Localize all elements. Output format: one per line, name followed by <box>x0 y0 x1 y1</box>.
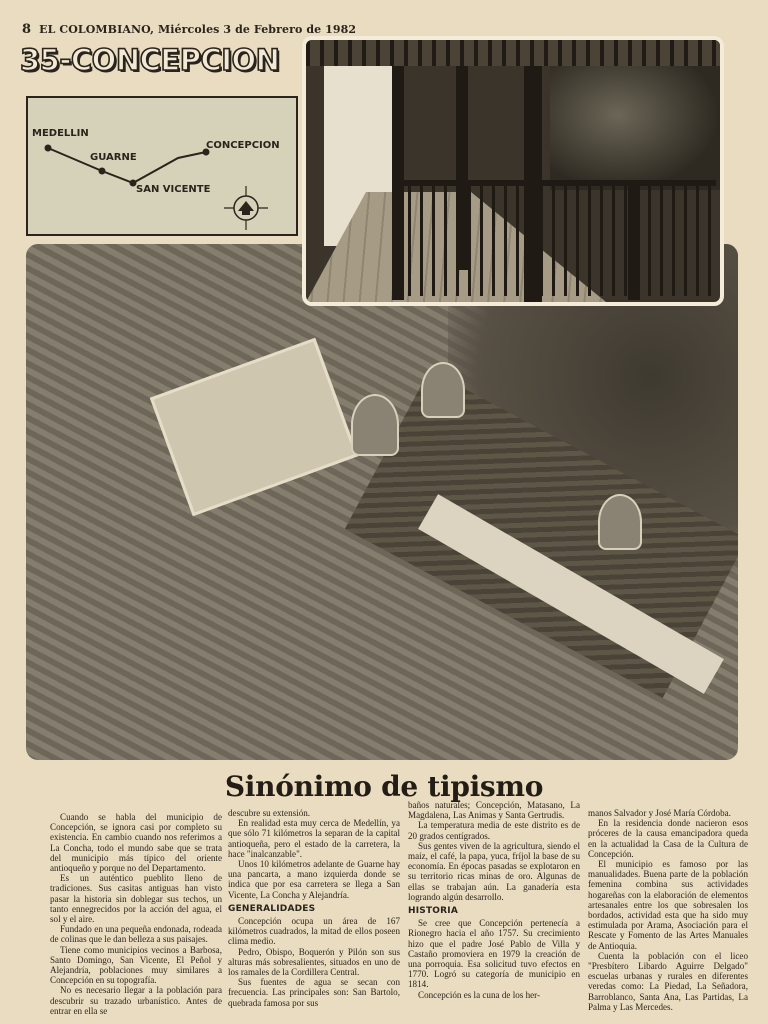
route-line-icon <box>28 98 296 234</box>
corridor-with-railing-photo <box>302 36 724 306</box>
article-column-2 <box>228 808 400 1008</box>
paragraph: En realidad esta muy cerca de Medellín, ya que sólo 71 kilómetros la separan de la capital antioqueña, pero el estado de la carretera, la hace "inalcanzable". <box>228 818 400 859</box>
paragraph: Sus gentes viven de la agricultura, siendo el maíz, el café, la papa, yuca, fríjol la base de su economía. En épocas pasadas se explotaron en su territorio ricas minas de oro. Algunas de ellas se trabajan aún. La ganadería esta logrando algún desarrollo. <box>408 840 580 902</box>
article-column-4 <box>588 808 748 1012</box>
paragraph: No es necesario llegar a la población para descubrir su trazado urbanístico. Antes de entrar en ella se <box>50 985 222 1016</box>
headline: Sinónimo de tipismo <box>224 770 544 803</box>
compass-rose-icon <box>224 186 268 230</box>
paragraph: Se cree que Concepción pertenecía a Rionegro hacia el año 1757. Su crecimiento hizo que el padre José Pablo de Villa y Castaño promoviera en 1979 la creación de una porroquia. Esa solicitud tuvo efectos en 1770. Logró su categoría de municipio en 1814. <box>408 918 580 990</box>
page-number: 8 <box>22 22 32 37</box>
article-column-3 <box>408 800 580 1000</box>
paragraph: En la residencia donde nacieron esos próceres de la causa emancipadora queda en la actualidad la Casa de la Cultura de Concepción. <box>588 818 748 859</box>
paragraph: Es un auténtico pueblito lleno de tradiciones. Sus casitas antiguas han visto pasar la historia sin doblegar sus techos, un tanto ennegrecidos por la acción del agua, el sol y el aire. <box>50 873 222 925</box>
paragraph: manos Salvador y José María Córdoba. <box>588 808 731 818</box>
paragraph: Sus fuentes de agua se secan con frecuencia. Las principales son: San Bartolo, quebrada famosa por sus <box>228 977 400 1008</box>
paragraph: El municipio es famoso por las manualidades. Buena parte de la población femenina combina sus actividades hogareñas con la elaboración de elementos artesanales entre los que sobresalen los bordados, actividad esta que ha sido muy estimulada por Arama, Asociación para el Rescate y Fomento de las Artes Manuales de Antioquia. <box>588 859 748 951</box>
subheading-generalidades: GENERALIDADES <box>228 903 316 914</box>
route-map <box>26 96 298 236</box>
paper-date: EL COLOMBIANO, Miércoles 3 de Febrero de 1982 <box>39 23 357 36</box>
paragraph: Fundado en una pequeña endonada, rodeada de colinas que le dan belleza a sus paisajes. <box>50 924 222 945</box>
paragraph: Unos 10 kilómetros adelante de Guarne hay una pancarta, a mano izquierda donde se indica que por esa carretera se llega a San Vicente, La Concha y Alejandría. <box>228 859 400 900</box>
paragraph: Concepción ocupa un área de 167 kilómetros cuadrados, la mitad de ellos poseen clima medio. <box>228 916 400 947</box>
map-label-guarne: GUARNE <box>90 152 137 163</box>
paragraph: Tiene como municipios vecinos a Barbosa, Santo Domingo, San Vicente, El Peñol y Alejandría, poblaciones muy similares a Concepción en su topografía. <box>50 944 222 986</box>
paragraph: Cuenta la población con el liceo "Presbítero Libardo Aguirre Delgado" escuelas urbanas y rurales en diferentes veredas como: La Piedad, La Señadora, Barroblanco, Santa Ana, Las Partidas, La Palma y Las Mercedes. <box>588 950 748 1012</box>
subheading-historia: HISTORIA <box>408 906 458 917</box>
aerial-town-photo <box>26 244 738 760</box>
article-column-1 <box>50 812 222 1016</box>
map-label-concepcion: CONCEPCION <box>206 140 280 151</box>
paragraph: baños naturales; Concepción, Matasano, La Magdalena, Las Animas y Santa Gertrudis. <box>408 800 580 821</box>
paragraph: descubre su extensión. <box>228 808 311 818</box>
paragraph: Concepción es la cuna de los her- <box>418 989 541 1000</box>
section-title: 35-CONCEPCION <box>20 43 280 77</box>
paragraph: Pedro, Obispo, Boquerón y Pilón son sus alturas más sobresalientes, situados en uno de los ramales de la Cordillera Central. <box>228 946 400 978</box>
masthead <box>22 22 356 37</box>
paragraph: La temperatura media de este distrito es de 20 grados centígrados. <box>408 820 580 841</box>
map-label-medellin: MEDELLIN <box>32 128 89 139</box>
map-label-san-vicente: SAN VICENTE <box>136 184 211 195</box>
paragraph: Cuando se habla del municipio de Concepción, se ignora casi por completo su existencia. En cambio cuando nos referimos a La Concha, todo el mundo sabe que se trata del municipio más típico del oriente antioqueño y porque no del Departamento. <box>50 812 222 874</box>
